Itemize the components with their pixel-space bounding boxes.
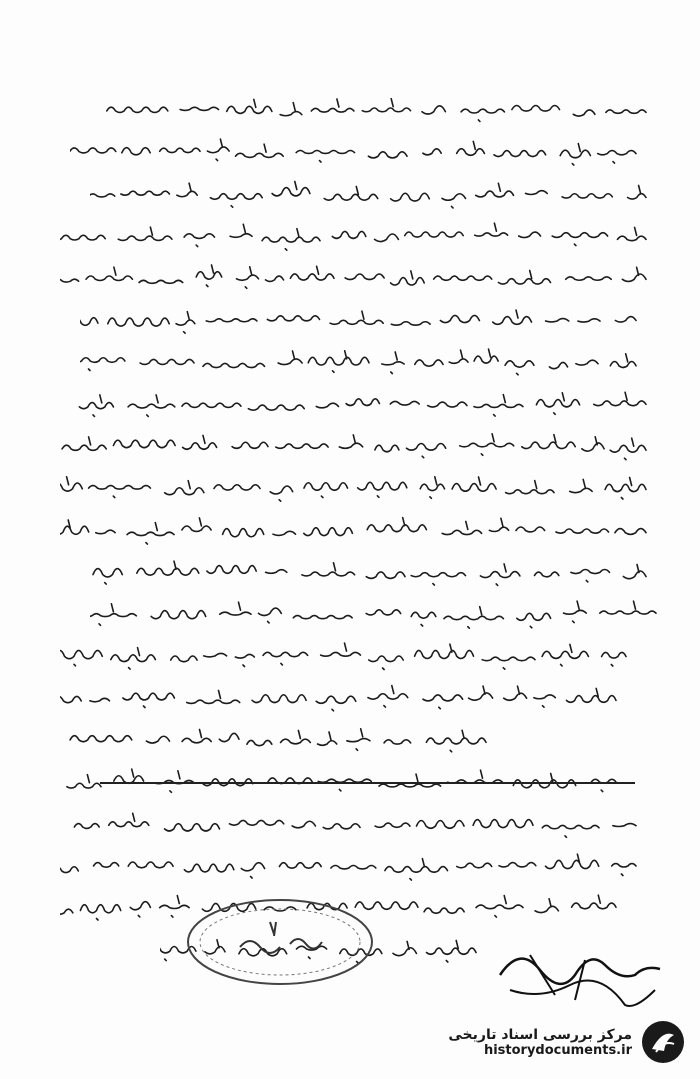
handwriting-stroke (67, 769, 616, 792)
archive-watermark (448, 1019, 686, 1065)
handwritten-line (60, 426, 650, 462)
handwriting-stroke (60, 686, 616, 711)
handwriting-stroke (70, 139, 636, 165)
handwritten-line (60, 342, 650, 378)
handwritten-line (60, 636, 650, 672)
handwriting-stroke (74, 813, 636, 837)
underline-divider (100, 782, 635, 784)
handwriting-stroke (90, 182, 646, 208)
watermark-url: historydocuments.ir (483, 1042, 632, 1058)
handwritten-line (60, 510, 650, 546)
handwriting-stroke (107, 99, 646, 122)
handwriting-stroke (60, 265, 646, 288)
signature-scrawl-icon (490, 935, 670, 1015)
handwriting-stroke (60, 223, 646, 250)
handwritten-line (60, 132, 650, 168)
watermark-title: مرکز بررسی اسناد تاریخی (448, 1026, 632, 1043)
handwriting-stroke (60, 518, 646, 544)
handwritten-line (60, 258, 650, 294)
handwriting-stroke (93, 561, 646, 585)
handwritten-line (60, 804, 650, 840)
handwritten-line (60, 720, 650, 756)
handwriting-stroke (79, 392, 646, 416)
handwriting-stroke (80, 349, 636, 375)
handwriting-stroke (60, 643, 626, 669)
handwritten-line (60, 174, 650, 210)
handwriting-stroke (80, 310, 636, 333)
archive-logo-icon (640, 1019, 686, 1065)
handwritten-line (60, 762, 650, 798)
handwritten-line (60, 216, 650, 252)
handwritten-line (60, 384, 650, 420)
handwritten-line (60, 678, 650, 714)
handwriting-stroke (90, 601, 656, 628)
handwritten-text-block (60, 90, 650, 972)
handwritten-line (60, 300, 650, 336)
handwritten-line (60, 846, 650, 882)
handwritten-line (60, 90, 650, 126)
handwritten-line (60, 468, 650, 504)
handwriting-stroke (60, 477, 646, 501)
oval-stamp-icon (180, 892, 380, 992)
handwriting-stroke (62, 434, 646, 460)
handwriting-stroke (70, 729, 486, 752)
handwritten-line (60, 594, 650, 630)
handwritten-line (60, 552, 650, 588)
handwriting-stroke (60, 854, 636, 880)
